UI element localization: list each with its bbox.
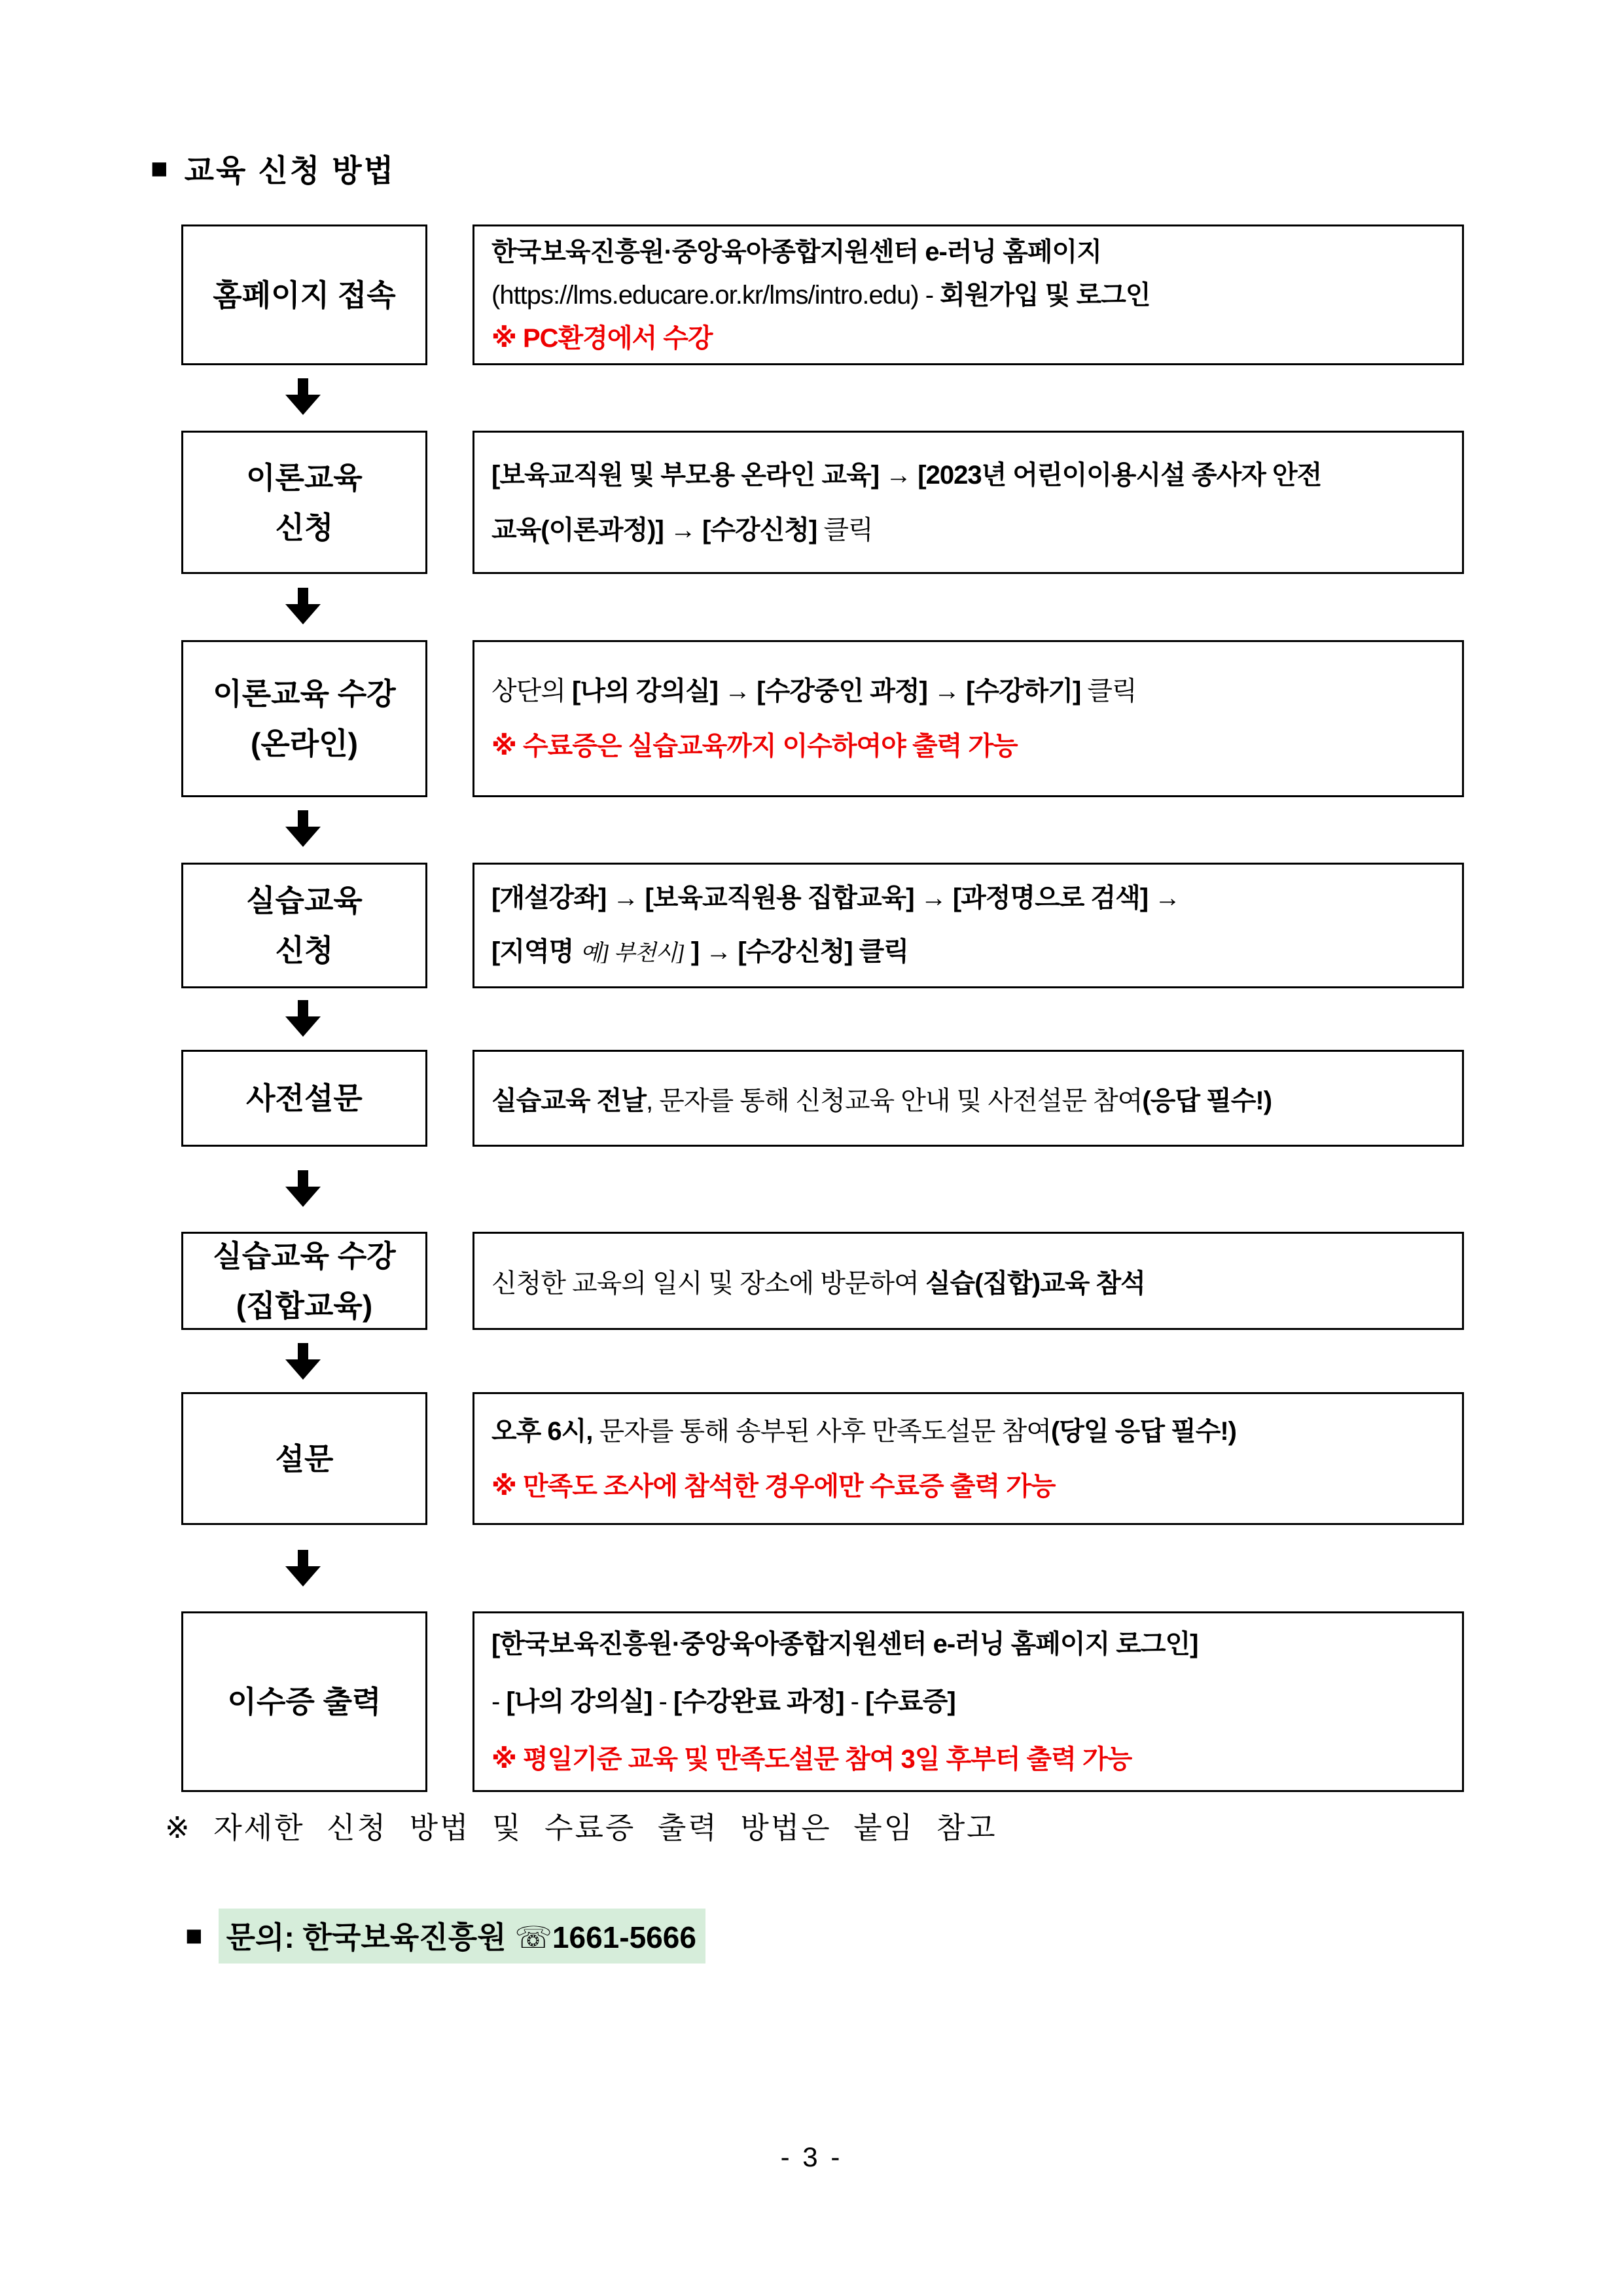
example-region-text: 예] 부천시] (580, 941, 685, 965)
desc-segment: [수강완료 과정] (673, 1687, 844, 1716)
desc-line (491, 664, 1445, 719)
down-arrow-icon (285, 810, 321, 847)
arrow-separator: → (879, 460, 918, 490)
step-box-theory-attend (181, 640, 427, 797)
desc-segment: [보육교직원 및 부모용 온라인 교육] (491, 460, 880, 490)
down-arrow-icon (285, 1343, 321, 1380)
desc-line (491, 1459, 1445, 1514)
warning-note: ※ PC환경에서 수강 (491, 323, 713, 353)
desc-segment: 신청한 교육의 일시 및 장소에 방문하여 (491, 1268, 925, 1298)
desc-segment: 오후 6시, (491, 1416, 593, 1446)
step-desc-theory-attend (473, 640, 1464, 797)
homepage-url-text: (https://lms.educare.or.kr/lms/intro.edu) - (491, 280, 940, 310)
step-desc-practice-apply (473, 863, 1464, 988)
down-arrow-icon (285, 1000, 321, 1037)
section-title-text: 교육 신청 방법 (184, 153, 396, 188)
desc-line (491, 448, 1445, 503)
desc-segment: , 문자를 통해 신청교육 안내 및 사전설문 참여 (645, 1086, 1143, 1115)
desc-line (491, 1615, 1445, 1673)
desc-segment: [나의 강의실] (506, 1687, 652, 1716)
step-box-certificate-print (181, 1611, 427, 1792)
arrow-separator: → (718, 677, 757, 706)
desc-segment: [과정명으로 검색] (952, 883, 1149, 912)
desc-segment: 실습교육 전날 (491, 1086, 646, 1115)
desc-line (491, 1673, 1445, 1731)
arrow-separator: → (606, 883, 645, 912)
step-box-pre-survey (181, 1050, 427, 1147)
square-bullet-icon: ■ (185, 1920, 203, 1952)
desc-line (491, 230, 1445, 274)
desc-segment: 실습(집합)교육 참석 (925, 1268, 1145, 1298)
desc-segment: 한국보육진흥원·중앙육아종합지원센터 e-러닝 홈페이지 (491, 237, 1101, 266)
section-title (151, 147, 395, 190)
desc-segment: [수강신청] (702, 515, 817, 545)
step-label: 실습교육 수강 (213, 1239, 396, 1273)
step-desc-theory-apply (473, 431, 1464, 574)
step-label: 홈페이지 접속 (213, 278, 396, 312)
down-arrow-icon (285, 1170, 321, 1207)
desc-line (491, 274, 1445, 317)
step-label: 신청 (275, 510, 334, 545)
desc-line (491, 317, 1445, 360)
inquiry-highlight (219, 1909, 705, 1964)
arrow-separator: → (663, 515, 703, 545)
step-label: 이론교육 수강 (213, 677, 396, 711)
desc-segment: 교육(이론과정)] (491, 515, 664, 545)
desc-line (491, 925, 1445, 980)
desc-line (491, 503, 1445, 558)
desc-segment: - (491, 1687, 507, 1716)
desc-segment: - (652, 1687, 673, 1716)
step-label: (온라인) (251, 726, 358, 761)
desc-segment: ] → [수강신청] 클릭 (684, 937, 908, 966)
desc-segment: [2023년 어린이이용시설 종사자 안전 (918, 460, 1322, 490)
desc-line (491, 1263, 1445, 1300)
step-desc-homepage-access (473, 224, 1464, 365)
desc-segment: 클릭 (1080, 677, 1137, 706)
step-desc-pre-survey (473, 1050, 1464, 1147)
inquiry-line (185, 1909, 705, 1964)
desc-segment: [보육교직원용 집합교육] (645, 883, 914, 912)
desc-segment: [수료증] (865, 1687, 955, 1716)
step-label: 사전설문 (246, 1081, 363, 1115)
desc-segment: [수강하기] (966, 677, 1081, 706)
phone-icon: ☏ (514, 1920, 552, 1954)
desc-segment: 클릭 (817, 515, 873, 545)
down-arrow-icon (285, 588, 321, 624)
desc-segment: 상단의 (491, 677, 573, 706)
arrow-separator: → (914, 883, 953, 912)
step-box-theory-apply (181, 431, 427, 574)
desc-line (491, 719, 1445, 774)
desc-segment: 문자를 통해 송부된 사후 만족도설문 참여 (592, 1416, 1051, 1446)
square-bullet-icon: ■ (151, 152, 170, 185)
desc-segment: [수강중인 과정] (757, 677, 927, 706)
step-label: 이론교육 (246, 460, 363, 495)
desc-segment: (응답 필수!) (1142, 1086, 1272, 1115)
warning-note: ※ 평일기준 교육 및 만족도설문 참여 3일 후부터 출력 가능 (491, 1745, 1132, 1774)
step-label: (집합교육) (236, 1289, 373, 1323)
desc-segment: [나의 강의실] (572, 677, 719, 706)
warning-note: ※ 만족도 조사에 참석한 경우에만 수료증 출력 가능 (491, 1471, 1056, 1501)
desc-segment: [지역명 (491, 937, 580, 966)
phone-number: 1661-5666 (552, 1920, 696, 1954)
step-desc-practice-attend (473, 1232, 1464, 1330)
desc-segment: [개설강좌] (491, 883, 607, 912)
desc-segment: (당일 응답 필수!) (1050, 1416, 1236, 1446)
page-number: - 3 - (780, 2142, 843, 2172)
desc-line (491, 1404, 1445, 1459)
step-desc-certificate-print (473, 1611, 1464, 1792)
step-label: 신청 (275, 933, 334, 967)
desc-line (491, 1731, 1445, 1788)
desc-line (491, 871, 1445, 925)
step-box-practice-apply (181, 863, 427, 988)
arrow-separator: → (927, 677, 967, 706)
inquiry-text: 문의: 한국보육진흥원 (226, 1920, 515, 1954)
step-label: 이수증 출력 (227, 1685, 382, 1719)
desc-segment: [한국보육진흥원·중앙육아종합지원센터 e-러닝 홈페이지 로그인] (491, 1630, 1198, 1659)
desc-segment: - (844, 1687, 866, 1716)
warning-note: ※ 수료증은 실습교육까지 이수하여야 출력 가능 (491, 732, 1018, 761)
desc-segment: 회원가입 및 로그인 (940, 280, 1150, 310)
down-arrow-icon (285, 1550, 321, 1587)
step-box-survey (181, 1392, 427, 1525)
step-label: 실습교육 (246, 884, 363, 918)
step-box-practice-attend (181, 1232, 427, 1330)
desc-line (491, 1080, 1445, 1117)
down-arrow-icon (285, 378, 321, 415)
step-label: 설문 (275, 1441, 334, 1476)
arrow-separator: → (1148, 883, 1181, 912)
step-box-homepage-access (181, 224, 427, 365)
step-desc-survey (473, 1392, 1464, 1525)
footer-note: ※ 자세한 신청 방법 및 수료증 출력 방법은 붙임 참고 (165, 1811, 997, 1844)
